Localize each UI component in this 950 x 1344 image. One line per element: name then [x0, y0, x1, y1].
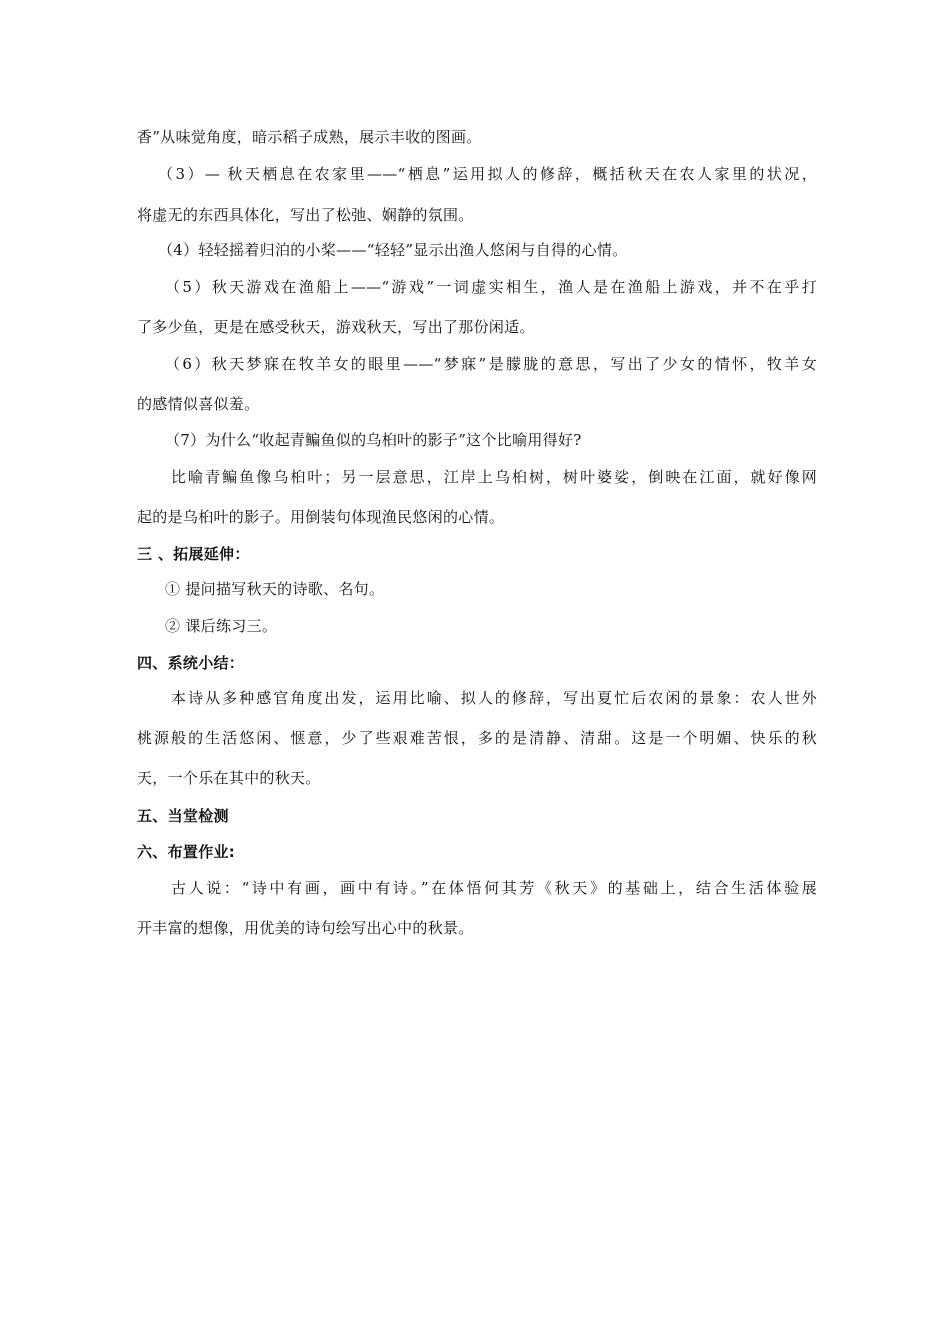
list-item: （5）秋天游戏在渔船上——“游戏”一词虚实相生，渔人是在渔船上游戏，并不在乎打: [165, 278, 817, 296]
list-item: （4）轻轻摇着归泊的小桨——“轻轻”显示出渔人悠闲与自得的心情。: [158, 241, 628, 259]
section-heading: 五、当堂检测: [137, 807, 229, 825]
paragraph-line: 比喻青鳊鱼像乌桕叶；另一层意思，江岸上乌桕树，树叶婆娑，倒映在江面，就好像网: [171, 468, 817, 486]
list-item: （7）为什么“收起青鳊鱼似的乌桕叶的影子”这个比喻用得好?: [165, 431, 582, 449]
paragraph-line: 桃源般的生活悠闲、惬意，少了些艰难苦恨，多的是清静、清甜。这是一个明媚、快乐的秋: [137, 729, 817, 747]
paragraph-line: 本诗从多种感官角度出发，运用比喻、拟人的修辞，写出夏忙后农闲的景象：农人世外: [171, 689, 817, 707]
list-item: ② 课后练习三。: [165, 617, 278, 635]
section-heading: 三 、拓展延伸：: [137, 545, 250, 563]
text-line: 起的是乌桕叶的影子。用倒装句体现渔民悠闲的心情。: [137, 508, 505, 526]
list-item: （6）秋天梦寐在牧羊女的眼里——“梦寐”是朦胧的意思，写出了少女的情怀，牧羊女: [165, 355, 817, 373]
section-heading: 四、系统小结：: [137, 654, 245, 672]
text-line: 将虚无的东西具体化，写出了松弛、娴静的氛围。: [137, 206, 474, 224]
text-line: 了多少鱼，更是在感受秋天，游戏秋天，写出了那份闲适。: [137, 318, 535, 336]
list-item: ① 提问描写秋天的诗歌、名句。: [165, 580, 385, 598]
paragraph-line: 开丰富的想像，用优美的诗句绘写出心中的秋景。: [137, 919, 474, 937]
text-line: 的感情似喜似羞。: [137, 395, 260, 413]
paragraph-line: 天，一个乐在其中的秋天。: [137, 769, 321, 787]
text-line: 香”从味觉角度，暗示稻子成熟，展示丰收的图画。: [137, 128, 482, 146]
list-item: （3）— 秋天栖息在农家里——“栖息”运用拟人的修辞，概括秋天在农人家里的状况，: [158, 165, 817, 183]
section-heading: 六、布置作业:: [137, 843, 236, 861]
paragraph-line: 古人说：“诗中有画，画中有诗。”在体悟何其芳《秋天》的基础上，结合生活体验展: [171, 879, 817, 897]
